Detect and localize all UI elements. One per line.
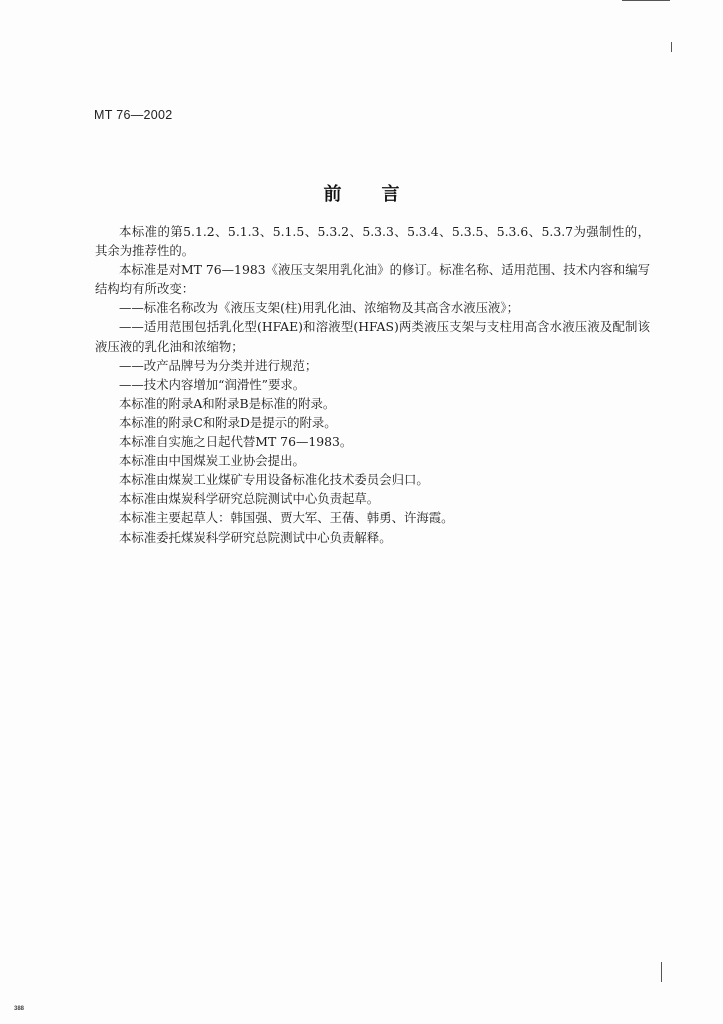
paragraph-interpretation: 本标准委托煤炭科学研究总院测试中心负责解释。	[119, 529, 392, 545]
paragraph-drafted-by: 本标准由煤炭科学研究总院测试中心负责起草。	[119, 491, 380, 507]
paragraph-proposed-by: 本标准由中国煤炭工业协会提出。	[119, 453, 305, 469]
paragraph-mandatory-clauses: 本标准的第5.1.2、5.1.3、5.1.5、5.3.2、5.3.3、5.3.4、5.3.5、5.3.6、5.3.7为强制性的，其余为推荐性的。	[95, 224, 650, 259]
foreword-body	[95, 222, 650, 547]
paragraph-normative-annex: 本标准的附录A和附录B是标准的附录。	[119, 395, 336, 411]
page-number: 388	[14, 1006, 25, 1012]
paragraph-supersedes: 本标准自实施之日起代替MT 76—1983。	[119, 434, 353, 450]
paragraph-committee: 本标准由煤炭工业煤矿专用设备标准化技术委员会归口。	[119, 472, 429, 488]
page-title: 前言	[323, 184, 440, 205]
list-item-scope-change: ——适用范围包括乳化型(HFAE)和溶液型(HFAS)两类液压支架与支柱用高含水液压液及配制该液压液的乳化油和浓缩物；	[95, 319, 650, 354]
paragraph-revision-note: 本标准是对MT 76—1983《液压支架用乳化油》的修订。标准名称、适用范围、技术内容和编写结构均有所改变：	[95, 262, 650, 297]
scan-artifact-bottom-right	[661, 962, 662, 982]
list-item-grade-change: ——改产品牌号为分类并进行规范；	[119, 357, 318, 373]
list-item-name-change: ——标准名称改为《液压支架(柱)用乳化油、浓缩物及其高含水液压液》；	[119, 300, 519, 316]
list-item-lubricity: ——技术内容增加“润滑性”要求。	[119, 376, 306, 392]
standard-code: MT 76—2002	[94, 108, 173, 122]
scan-artifact-top-right	[622, 0, 670, 1]
paragraph-informative-annex: 本标准的附录C和附录D是提示的附录。	[119, 414, 337, 430]
scan-artifact-right-edge	[671, 42, 672, 52]
paragraph-drafters: 本标准主要起草人：韩国强、贾大军、王蒨、韩勇、许海霞。	[119, 510, 454, 526]
